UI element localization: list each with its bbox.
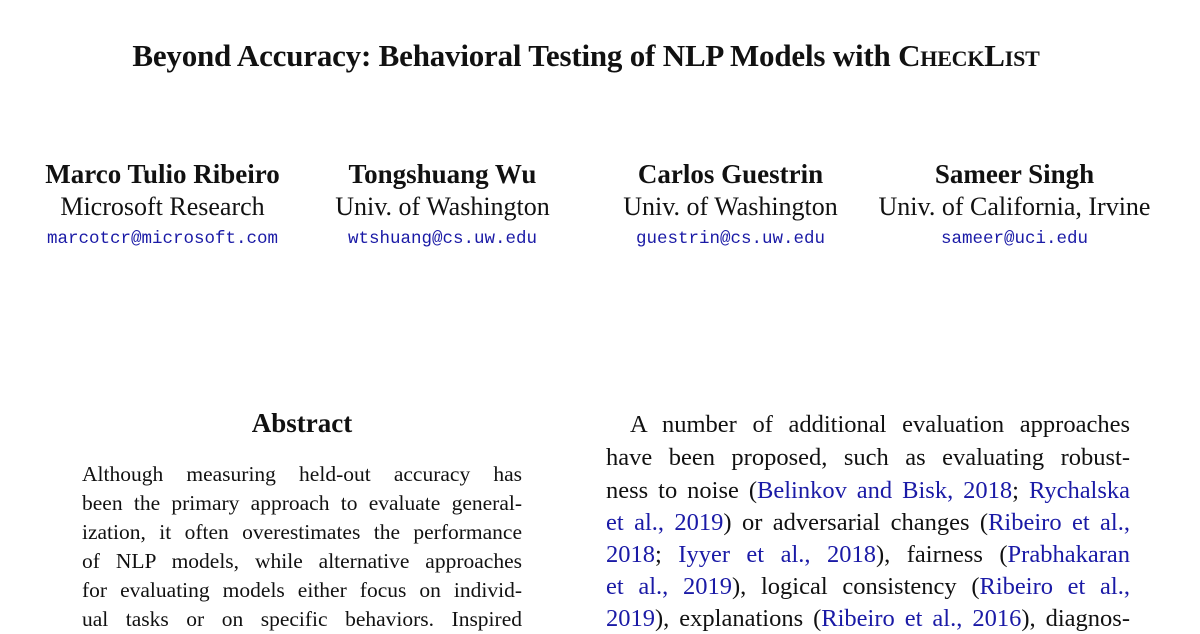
citation-link[interactable]: Ribeiro et al.,: [988, 509, 1130, 536]
citation-link[interactable]: 2018: [606, 541, 655, 568]
author-block: [862, 158, 1167, 254]
abstract-line: of NLP models, while alternative approaches: [82, 549, 522, 573]
author-name: Tongshuang Wu: [348, 159, 537, 189]
author-name: Carlos Guestrin: [637, 159, 824, 189]
citation-link[interactable]: Belinkov and Bisk, 2018: [757, 477, 1013, 504]
citation-link[interactable]: Ribeiro et al., 2016: [821, 605, 1022, 632]
author-block: [588, 158, 873, 254]
citation-link[interactable]: 2019: [606, 605, 655, 632]
citation-link[interactable]: Prabhakaran: [1007, 541, 1130, 568]
body-text: ;: [655, 541, 679, 568]
author-email[interactable]: wtshuang@cs.uw.edu: [347, 229, 538, 249]
author-affiliation: Univ. of Washington: [335, 192, 550, 221]
citation-link[interactable]: et al., 2019: [606, 573, 732, 600]
body-text: ), explanations (: [655, 605, 822, 632]
body-line: [606, 604, 1130, 634]
body-line: A number of additional evaluation approaches: [630, 411, 1130, 438]
author-email[interactable]: marcotcr@microsoft.com: [46, 229, 279, 249]
citation-link[interactable]: Ribeiro et al.,: [979, 573, 1130, 600]
title-main: Beyond Accuracy: Behavioral Testing of NLP Models with: [132, 38, 899, 73]
author-name: Sameer Singh: [934, 159, 1095, 189]
body-text: ) or adversarial changes (: [723, 509, 989, 536]
title-checklist: CheckList: [898, 38, 1040, 73]
body-line: [606, 540, 1130, 570]
body-text: ness to noise (: [606, 477, 758, 504]
abstract-line: ual tasks or on specific behaviors. Inspired: [82, 607, 522, 631]
abstract-line: ization, it often overestimates the performance: [82, 520, 522, 544]
body-text: ), diagnos-: [1021, 605, 1130, 632]
body-text: ), logical consistency (: [732, 573, 980, 600]
author-block: [300, 158, 585, 254]
citation-link[interactable]: Iyyer et al., 2018: [678, 541, 876, 568]
body-line: [606, 572, 1130, 602]
paper-title: [0, 38, 1172, 74]
body-line: [606, 476, 1130, 506]
author-email[interactable]: guestrin@cs.uw.edu: [635, 229, 826, 249]
abstract-heading: Abstract: [251, 408, 353, 438]
abstract-line: been the primary approach to evaluate general-: [82, 491, 522, 515]
author-affiliation: Univ. of Washington: [623, 192, 838, 221]
author-block: [20, 158, 305, 254]
author-affiliation: Univ. of California, Irvine: [878, 192, 1151, 221]
body-line: have been proposed, such as evaluating robust-: [606, 444, 1130, 471]
citation-link[interactable]: Rychalska: [1028, 477, 1131, 504]
abstract-line: Although measuring held-out accuracy has: [82, 462, 522, 486]
abstract-line: for evaluating models either focus on individ-: [82, 578, 522, 602]
author-email[interactable]: sameer@uci.edu: [940, 229, 1089, 249]
body-text: ), fairness (: [875, 541, 1008, 568]
author-name: Marco Tulio Ribeiro: [45, 159, 280, 189]
body-line: [606, 508, 1130, 538]
author-affiliation: Microsoft Research: [60, 192, 265, 221]
body-text: ;: [1012, 477, 1029, 504]
citation-link[interactable]: et al., 2019: [606, 509, 724, 536]
